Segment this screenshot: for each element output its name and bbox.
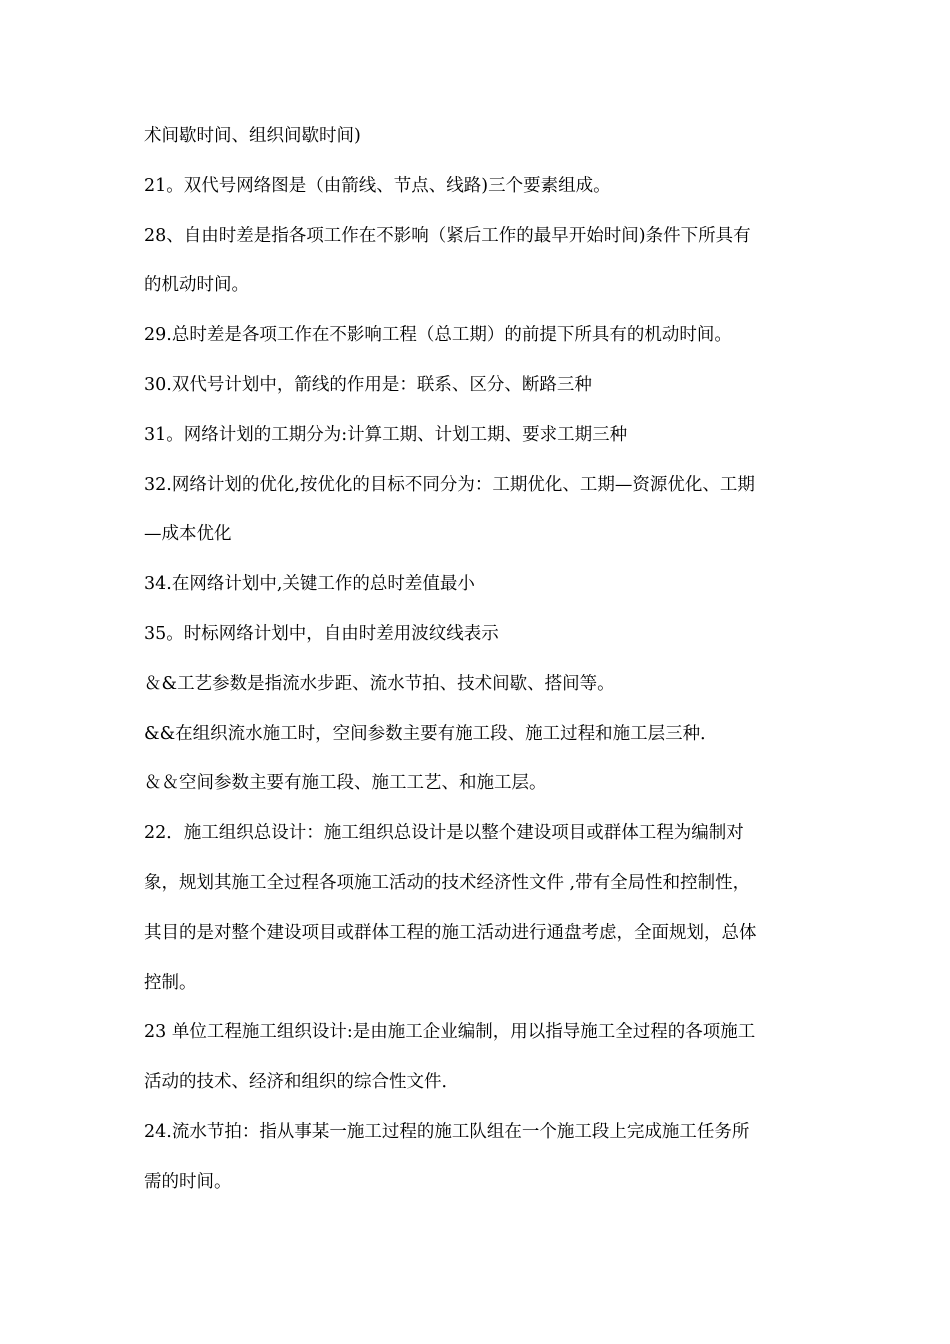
text-line: 31。网络计划的工期分为:计算工期、计划工期、要求工期三种 — [144, 424, 628, 445]
text-line: 象，规划其施工全过程各项施工活动的技术经济性文件 ,带有全局性和控制性， — [144, 872, 751, 893]
text-line: 22．施工组织总设计：施工组织总设计是以整个建设项目或群体工程为编制对 — [144, 823, 744, 844]
text-line: 28、自由时差是指各项工作在不影响（紧后工作的最早开始时间)条件下所具有 — [144, 225, 751, 246]
text-line: 30.双代号计划中，箭线的作用是：联系、区分、断路三种 — [144, 374, 592, 395]
text-line: 34.在网络计划中,关键工作的总时差值最小 — [144, 574, 475, 595]
text-line: 的机动时间。 — [144, 275, 249, 296]
text-line: ＆&工艺参数是指流水步距、流水节拍、技术间歇、搭间等。 — [144, 673, 615, 694]
document-body — [144, 116, 816, 1212]
text-line: &&在组织流水施工时，空间参数主要有施工段、施工过程和施工层三种． — [144, 723, 718, 744]
text-line: 需的时间。 — [144, 1171, 232, 1192]
text-line: ＆＆空间参数主要有施工段、施工工艺、和施工层。 — [144, 773, 547, 794]
text-line: 24.流水节拍：指从事某一施工过程的施工队组在一个施工段上完成施工任务所 — [144, 1121, 750, 1142]
text-line: —成本优化 — [144, 524, 232, 545]
text-line: 21。双代号网络图是（由箭线、节点、线路)三个要素组成。 — [144, 175, 611, 196]
text-line: 32.网络计划的优化,按优化的目标不同分为：工期优化、工期—资源优化、工期 — [144, 474, 755, 495]
text-line: 控制。 — [144, 972, 197, 993]
text-line: 23 单位工程施工组织设计:是由施工企业编制，用以指导施工全过程的各项施工 — [144, 1022, 756, 1043]
text-line: 35。时标网络计划中，自由时差用波纹线表示 — [144, 623, 499, 644]
text-line: 其目的是对整个建设项目或群体工程的施工活动进行通盘考虑，全面规划，总体 — [144, 922, 757, 943]
text-line: 活动的技术、经济和组织的综合性文件． — [144, 1072, 459, 1093]
text-line: 29.总时差是各项工作在不影响工程（总工期）的前提下所具有的机动时间。 — [144, 325, 732, 346]
text-line: 术间歇时间、组织间歇时间) — [144, 126, 361, 146]
